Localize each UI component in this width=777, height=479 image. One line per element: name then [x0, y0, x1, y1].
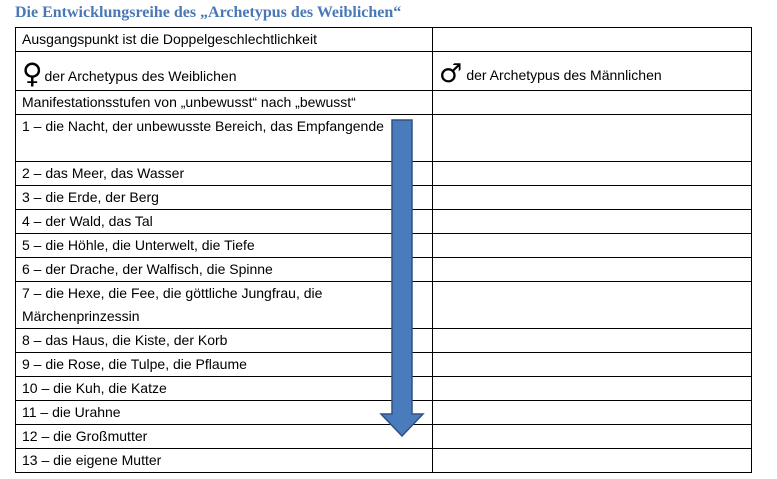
empty-cell: [433, 329, 752, 353]
stages-header-cell: Manifestationsstufen von „unbewusst“ nach „bewusst“: [16, 91, 433, 115]
stage-cell: 9 – die Rose, die Tulpe, die Pflaume: [16, 353, 433, 377]
column-header-row: [16, 52, 752, 91]
stage-cell: 5 – die Höhle, die Unterwelt, die Tiefe: [16, 234, 433, 258]
empty-cell: [433, 282, 752, 329]
stage-cell: 13 – die eigene Mutter: [16, 449, 433, 473]
start-row: [16, 28, 752, 52]
female-label: der Archetypus des Weiblichen: [44, 68, 237, 84]
stage-cell: 12 – die Großmutter: [16, 425, 433, 449]
down-arrow-shape: [381, 120, 423, 436]
male-header-cell: [433, 52, 752, 91]
stage-cell: 2 – das Meer, das Wasser: [16, 162, 433, 186]
empty-cell: [433, 28, 752, 52]
empty-cell: [433, 425, 752, 449]
empty-cell: [433, 186, 752, 210]
empty-cell: [433, 449, 752, 473]
empty-cell: [433, 91, 752, 115]
document-title: Die Entwicklungsreihe des „Archetypus des Weiblichen“: [15, 4, 402, 21]
table-row: [16, 449, 752, 473]
start-cell: Ausgangspunkt ist die Doppelgeschlechtlichkeit: [16, 28, 433, 52]
stages-header-row: [16, 91, 752, 115]
empty-cell: [433, 258, 752, 282]
stage-cell: 6 – der Drache, der Walfisch, die Spinne: [16, 258, 433, 282]
empty-cell: [433, 234, 752, 258]
stage-cell: 3 – die Erde, der Berg: [16, 186, 433, 210]
stage-cell: 1 – die Nacht, der unbewusste Bereich, das Empfangende: [16, 115, 433, 162]
stage-cell: 10 – die Kuh, die Katze: [16, 377, 433, 401]
stage-cell: 11 – die Urahne: [16, 401, 433, 425]
stage-cell: 8 – das Haus, die Kiste, der Korb: [16, 329, 433, 353]
empty-cell: [433, 353, 752, 377]
stage-cell: 4 – der Wald, das Tal: [16, 210, 433, 234]
down-arrow-icon: [379, 119, 425, 437]
empty-cell: [433, 162, 752, 186]
male-symbol-icon: ♂: [439, 59, 463, 89]
female-symbol-icon: ♀: [22, 57, 43, 90]
empty-cell: [433, 377, 752, 401]
male-label: der Archetypus des Männlichen: [466, 67, 662, 83]
empty-cell: [433, 115, 752, 162]
stage-cell: 7 – die Hexe, die Fee, die göttliche Jungfrau, die Märchenprinzessin: [16, 282, 433, 329]
empty-cell: [433, 401, 752, 425]
empty-cell: [433, 210, 752, 234]
female-header-cell: [16, 52, 433, 91]
